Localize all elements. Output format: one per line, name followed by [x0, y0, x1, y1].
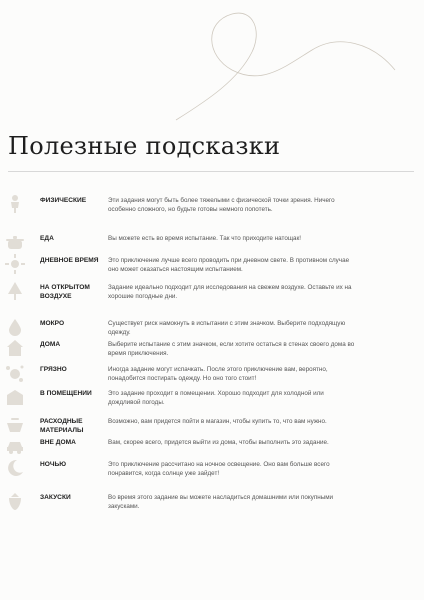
hint-description: Иногда задание могут испачкать. После этого приключение вам, вероятно, понадобится постирать одежду. Но оно того стоит!	[108, 366, 328, 382]
hint-description: Это приключение рассчитано на ночное освещение. Оно вам больше всего понравится, когда солнце уже зайдет!	[108, 461, 330, 477]
hint-term: ФИЗИЧЕСКИЕ	[40, 197, 87, 204]
page-title: Полезные подсказки	[8, 132, 281, 160]
decorative-curve	[0, 0, 424, 200]
sun-icon	[5, 254, 25, 274]
hint-description: Задание идеально подходит для исследования на свежем воздухе. Оставьте их на хорошие погодные дни.	[108, 284, 352, 300]
hint-term: ЗАКУСКИ	[40, 494, 71, 501]
hint-row	[0, 493, 424, 523]
hint-term: ДОМА	[40, 341, 61, 348]
hint-term: НОЧЬЮ	[40, 461, 67, 468]
hint-description: Вы можете есть во время испытание. Так что приходите натощак!	[108, 235, 302, 242]
hint-term: В ПОМЕЩЕНИИ	[40, 390, 92, 397]
hint-term: ВНЕ ДОМА	[40, 439, 76, 446]
hint-term: НА ОТКРЫТОМ ВОЗДУХЕ	[40, 284, 90, 300]
house-icon	[5, 338, 25, 358]
hint-row	[0, 283, 424, 313]
hint-term: ГРЯЗНО	[40, 366, 67, 373]
hint-row	[0, 256, 424, 286]
hint-description: Выберите испытание с этим значком, если хотите остаться в стенах своего дома во время приключения.	[108, 341, 355, 357]
splash-icon	[5, 363, 25, 383]
basket-icon	[5, 415, 25, 435]
title-divider	[8, 171, 414, 172]
hint-description: Эти задания могут быть более тяжелыми с физической точки зрения. Ничего особенно сложного, но будьте готовы немного попотеть.	[108, 197, 335, 213]
pot-icon	[5, 232, 25, 252]
hint-term: ДНЕВНОЕ ВРЕМЯ	[40, 257, 99, 264]
hint-term: РАСХОДНЫЕ МАТЕРИАЛЫ	[40, 418, 84, 434]
moon-icon	[5, 458, 25, 478]
hint-description: Существует риск намокнуть в испытании с этим значком. Выберите подходящую одежду.	[108, 320, 346, 336]
building-icon	[5, 387, 25, 407]
person-icon	[5, 194, 25, 214]
car-icon	[5, 436, 25, 456]
hint-term: ЕДА	[40, 235, 54, 242]
hint-row	[0, 389, 424, 419]
hint-description: Это задание проходит в помещении. Хорошо подходит для холодной или дождливой погоды.	[108, 390, 324, 406]
hint-term: МОКРО	[40, 320, 65, 327]
water-drop-icon	[5, 317, 25, 337]
tree-icon	[5, 281, 25, 301]
hint-description: Вам, скорее всего, придется выйти из дома, чтобы выполнить это задание.	[108, 439, 329, 446]
strawberry-icon	[5, 491, 25, 511]
hint-description: Возможно, вам придется пойти в магазин, чтобы купить то, что вам нужно.	[108, 418, 327, 425]
hint-row	[0, 460, 424, 490]
hint-description: Во время этого задание вы можете насладиться домашними или покупными закусками.	[108, 494, 334, 510]
hint-row	[0, 196, 424, 226]
hint-description: Это приключение лучше всего проводить при дневном свете. В противном случае оно может оказаться настоящим испытанием.	[108, 257, 350, 273]
